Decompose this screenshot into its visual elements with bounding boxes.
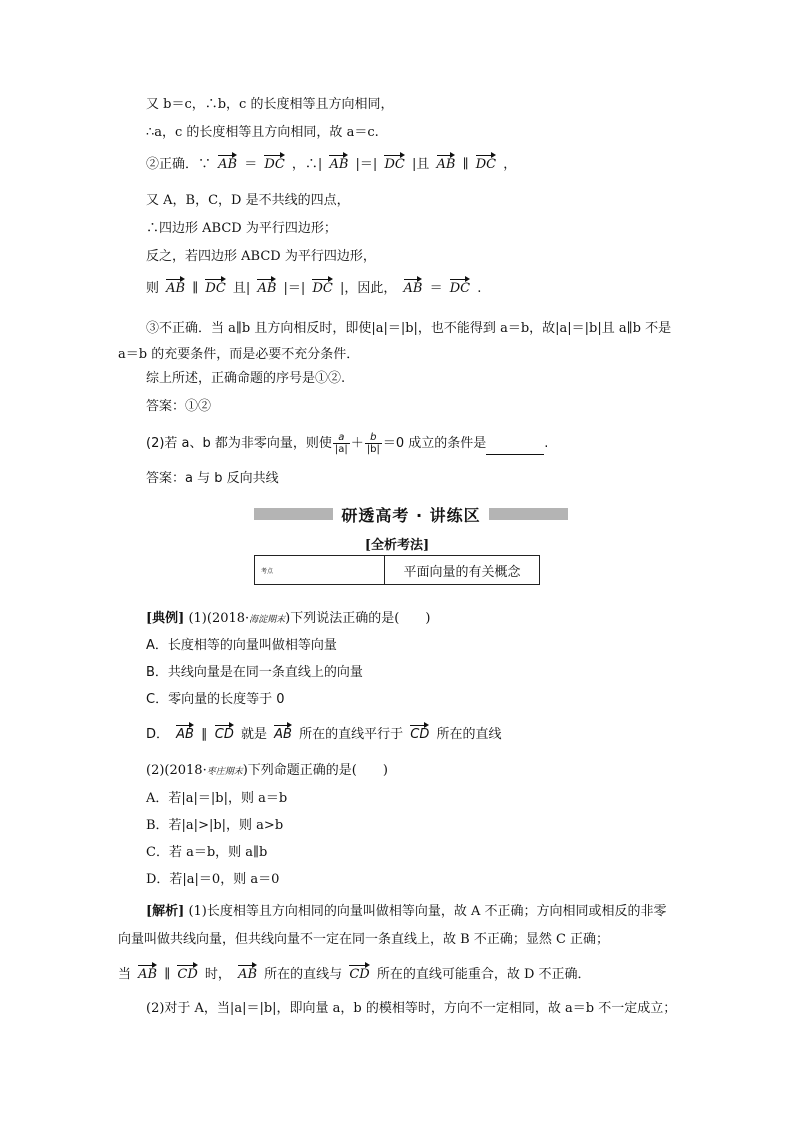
- text-fragment: ，: [503, 157, 517, 172]
- text-fragment: ＋: [350, 436, 364, 451]
- vector-cd: CD: [410, 722, 429, 741]
- topic-table-label: 考点: [255, 556, 385, 584]
- fraction-numerator: b: [365, 432, 382, 444]
- text-fragment: 时，: [204, 967, 231, 982]
- option-b: B．共线向量是在同一条直线上的向量: [146, 665, 363, 680]
- vector-ab: AB: [176, 722, 194, 741]
- text-fragment: ∥: [462, 157, 469, 172]
- text-paragraph: ③不正确．当 a∥b 且方向相反时，即使|a|＝|b|，也不能得到 a＝b，故|a|＝|b|且 a∥b 不是 a＝b 的充要条件，而是必要不充分条件．: [118, 321, 672, 362]
- section-subtitle: [全析考法]: [364, 538, 430, 553]
- text-fragment: ，∴|: [291, 157, 323, 172]
- answer-line: 答案：①②: [146, 399, 212, 414]
- text-fragment: D．: [146, 727, 170, 742]
- text-fragment: ＝: [244, 157, 258, 172]
- analysis-paragraph: [118, 898, 678, 954]
- text-line: 综上所述，正确命题的序号是①②.: [146, 371, 346, 386]
- text-fragment: |且: [411, 157, 430, 172]
- vector-dc: DC: [264, 152, 284, 171]
- option-a: A．长度相等的向量叫做相等向量: [146, 638, 337, 653]
- text-fragment: |＝|: [355, 157, 378, 172]
- text-fragment: ②正确．∵: [146, 157, 212, 172]
- fraction: [333, 432, 350, 455]
- source-label: 海淀期末: [249, 615, 286, 625]
- option-d: [146, 722, 502, 744]
- vector-cd: CD: [215, 722, 234, 741]
- text-fragment: .: [477, 281, 482, 296]
- vector-ab: AB: [166, 276, 185, 295]
- text-line: [146, 152, 516, 174]
- text-fragment: 所在的直线: [436, 727, 502, 742]
- banner-title: 研透高考 · 讲练区: [341, 505, 481, 525]
- vector-ab: AB: [238, 962, 257, 981]
- text-line: 又 A，B，C，D 是不共线的四点，: [146, 193, 350, 208]
- option-c: C．若 a＝b，则 a∥b: [146, 845, 268, 860]
- text-fragment: 且|: [232, 281, 251, 296]
- text-line: ∴a，c 的长度相等且方向相同，故 a＝c.: [146, 125, 379, 140]
- option-d: D．若|a|＝0，则 a＝0: [146, 872, 280, 887]
- text-fragment: (1)(2018·: [188, 611, 250, 626]
- text-fragment: )下列命题正确的是( ): [242, 763, 388, 778]
- example-tag: [典例]: [146, 611, 185, 626]
- vector-ab: AB: [257, 276, 276, 295]
- text-fragment: ＝: [429, 281, 443, 296]
- option-c: C．零向量的长度等于 0: [146, 692, 285, 707]
- vector-cd: CD: [177, 962, 197, 981]
- text-fragment: 所在的直线可能重合，故 D 不正确．: [376, 967, 591, 982]
- fraction-denominator: |b|: [366, 444, 380, 455]
- option-a: A．若|a|＝|b|，则 a＝b: [146, 791, 288, 806]
- fraction: [365, 432, 382, 455]
- vector-dc: DC: [384, 152, 404, 171]
- topic-table: [254, 555, 540, 585]
- text-fragment: |，因此，: [339, 281, 397, 296]
- vector-ab: AB: [404, 276, 423, 295]
- text-fragment: |＝|: [283, 281, 306, 296]
- option-b: B．若|a|>|b|，则 a>b: [146, 818, 284, 833]
- text-fragment: (2)若 a、b 都为非零向量，则使: [146, 436, 332, 451]
- topic-table-title: 平面向量的有关概念: [403, 564, 521, 580]
- vector-ab: AB: [274, 722, 292, 741]
- vector-ab: AB: [437, 152, 456, 171]
- answer-line: 答案：a 与 b 反向共线: [146, 471, 279, 486]
- text-fragment: 就是: [240, 727, 267, 742]
- text-fragment: )下列说法正确的是( ): [285, 611, 431, 626]
- analysis-tag: [解析]: [146, 904, 185, 919]
- vector-ab: AB: [218, 152, 237, 171]
- source-label: 枣庄期末: [206, 767, 243, 777]
- vector-ab: AB: [138, 962, 157, 981]
- vector-dc: DC: [450, 276, 470, 295]
- text-fragment: ∥: [164, 967, 171, 982]
- text-line: ∴四边形 ABCD 为平行四边形；: [146, 221, 337, 236]
- vector-dc: DC: [312, 276, 332, 295]
- text-fragment: (1)长度相等且方向相同的向量叫做相等向量，故 A 不正确；方向相同或相反的非零向量叫做共线向量，但共线向量不一定在同一条直线上，故 B 不正确；显然 C 正确；: [118, 904, 667, 947]
- banner-bar-left: [254, 508, 333, 520]
- fraction-numerator: a: [333, 432, 350, 444]
- text-fragment: 所在的直线平行于: [299, 727, 404, 742]
- vector-dc: DC: [476, 152, 496, 171]
- example-question-2: [146, 762, 388, 781]
- text-line: 又 b＝c，∴b，c 的长度相等且方向相同，: [146, 97, 394, 112]
- text-line: 反之，若四边形 ABCD 为平行四边形，: [146, 249, 376, 264]
- text-fragment: ∥: [192, 281, 199, 296]
- section-banner: [254, 504, 568, 524]
- text-fragment: (2)(2018·: [146, 763, 207, 778]
- text-line: [146, 276, 481, 298]
- fraction-denominator: |a|: [334, 444, 348, 455]
- vector-cd: CD: [349, 962, 369, 981]
- text-fragment: 则: [146, 281, 160, 296]
- banner-bar-right: [489, 508, 568, 520]
- answer-blank: [486, 442, 544, 455]
- text-fragment: ＝0 成立的条件是: [382, 436, 487, 451]
- analysis-line: (2)对于 A，当|a|＝|b|，即向量 a，b 的模相等时，方向不一定相同，故 a＝b 不一定成立；: [146, 1001, 677, 1016]
- analysis-line: [118, 962, 591, 984]
- text-fragment: 当: [118, 967, 132, 982]
- text-fragment: 所在的直线与: [264, 967, 343, 982]
- text-fragment: .: [544, 436, 549, 451]
- question-line: [146, 432, 548, 455]
- example-question-1: [146, 610, 430, 629]
- vector-ab: AB: [329, 152, 348, 171]
- vector-dc: DC: [205, 276, 225, 295]
- text-fragment: ∥: [201, 727, 208, 742]
